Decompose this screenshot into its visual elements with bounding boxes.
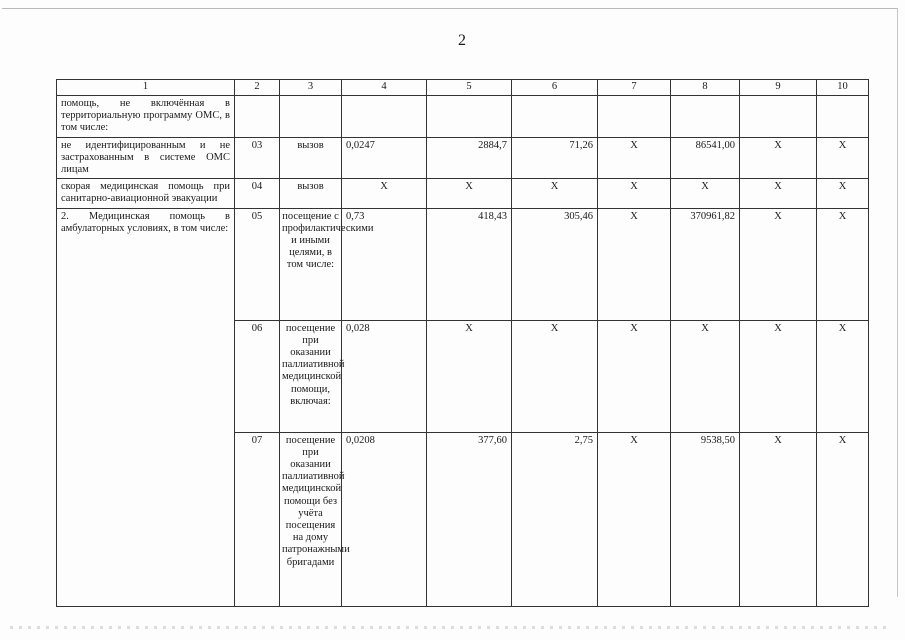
cell: Х [598, 320, 671, 432]
cell: 305,46 [512, 208, 598, 320]
cell: 418,43 [427, 208, 512, 320]
cell [342, 96, 427, 138]
cell [740, 96, 817, 138]
cell: Х [817, 432, 869, 606]
row-code: 05 [235, 208, 280, 320]
cell: Х [740, 432, 817, 606]
header-row [57, 80, 869, 96]
cell: Х [598, 137, 671, 179]
cell: 377,60 [427, 432, 512, 606]
row-unit: посещение при оказании паллиативной медицинской помощи без учёта посещения на дому патронажными бригадами [280, 432, 342, 606]
row-code: 03 [235, 137, 280, 179]
table-row [57, 208, 869, 320]
cell: Х [427, 179, 512, 208]
row-code: 06 [235, 320, 280, 432]
cell: Х [512, 320, 598, 432]
row-unit: вызов [280, 137, 342, 179]
cell: Х [740, 179, 817, 208]
row-unit: вызов [280, 179, 342, 208]
table-row [57, 137, 869, 179]
cell: 0,0208 [342, 432, 427, 606]
header-cell: 5 [427, 80, 512, 96]
cell [427, 96, 512, 138]
cell: Х [671, 320, 740, 432]
cell: Х [817, 208, 869, 320]
cell: 0,73 [342, 208, 427, 320]
row-label: скорая медицинская помощь при санитарно-авиационной эвакуации [57, 179, 235, 208]
header-cell: 3 [280, 80, 342, 96]
cell [598, 96, 671, 138]
cell: Х [740, 320, 817, 432]
header-cell: 6 [512, 80, 598, 96]
row-unit: посещение с профилактическими и иными целями, в том числе: [280, 208, 342, 320]
header-cell: 2 [235, 80, 280, 96]
cell: 0,028 [342, 320, 427, 432]
row-unit [280, 96, 342, 138]
cell [671, 96, 740, 138]
row-code: 07 [235, 432, 280, 606]
cell: Х [427, 320, 512, 432]
cell: 2,75 [512, 432, 598, 606]
header-cell: 8 [671, 80, 740, 96]
cell: Х [598, 208, 671, 320]
cell: Х [598, 432, 671, 606]
row-label: помощь, не включённая в территориальную программу ОМС, в том числе: [57, 96, 235, 138]
cell: Х [740, 208, 817, 320]
row-code [235, 96, 280, 138]
scan-artifact-line [10, 626, 890, 629]
cell: Х [740, 137, 817, 179]
header-cell: 9 [740, 80, 817, 96]
cell: Х [817, 179, 869, 208]
cell: Х [598, 179, 671, 208]
cell: Х [671, 179, 740, 208]
row-label: 2. Медицинская помощь в амбулаторных условиях, в том числе: [57, 208, 235, 606]
header-cell: 1 [57, 80, 235, 96]
table-row [57, 96, 869, 138]
cell [817, 96, 869, 138]
cell: 2884,7 [427, 137, 512, 179]
cell: 370961,82 [671, 208, 740, 320]
cell: 0,0247 [342, 137, 427, 179]
header-cell: 7 [598, 80, 671, 96]
row-label: не идентифицированным и не застрахованным в системе ОМС лицам [57, 137, 235, 179]
header-cell: 10 [817, 80, 869, 96]
table-row [57, 179, 869, 208]
cell: Х [817, 320, 869, 432]
cell: Х [817, 137, 869, 179]
row-unit: посещение при оказании паллиативной медицинской помощи, включая: [280, 320, 342, 432]
data-table [56, 79, 869, 607]
cell [512, 96, 598, 138]
cell: 86541,00 [671, 137, 740, 179]
row-code: 04 [235, 179, 280, 208]
cell: Х [342, 179, 427, 208]
cell: Х [512, 179, 598, 208]
header-cell: 4 [342, 80, 427, 96]
cell: 71,26 [512, 137, 598, 179]
cell: 9538,50 [671, 432, 740, 606]
